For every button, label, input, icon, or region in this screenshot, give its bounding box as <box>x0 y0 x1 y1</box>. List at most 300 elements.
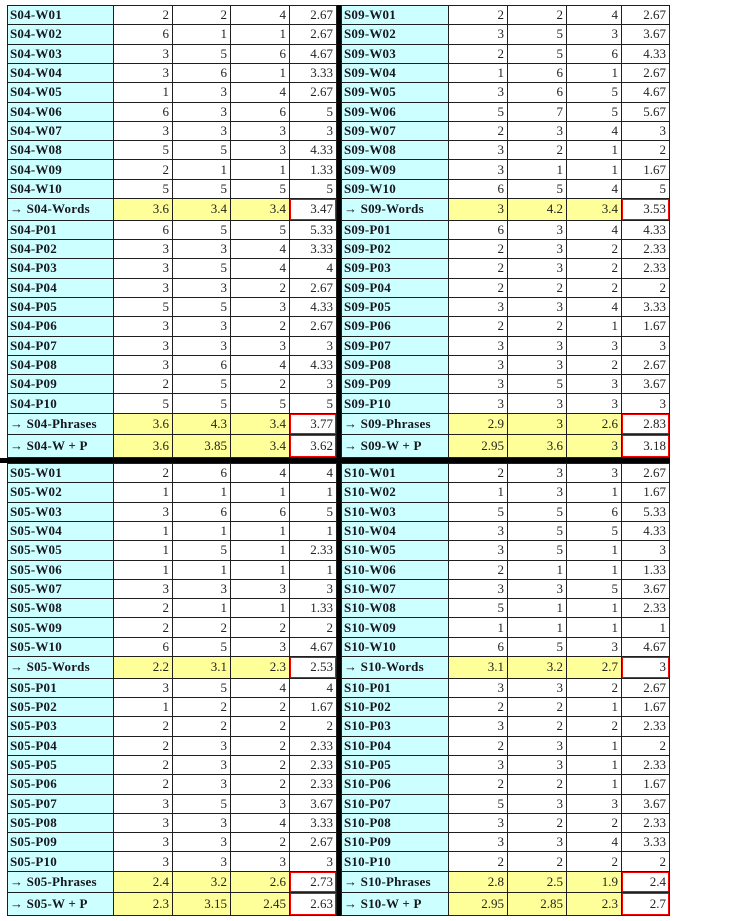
score-cell: 3 <box>114 852 173 871</box>
score-cell: 4 <box>231 464 290 483</box>
score-cell: 1 <box>508 599 567 618</box>
score-cell: 3 <box>114 317 173 336</box>
summary-row-label: → S09-W + P <box>342 435 449 457</box>
table-row <box>342 541 669 560</box>
row-label: S10-P06 <box>342 775 449 794</box>
score-cell: 2 <box>508 852 567 871</box>
row-label: S09-W05 <box>342 83 449 102</box>
score-cell: 4 <box>567 122 622 141</box>
row-label: S09-W10 <box>342 180 449 199</box>
score-cell: 1 <box>567 64 622 83</box>
row-label: S10-P10 <box>342 852 449 871</box>
score-cell: 1 <box>567 756 622 775</box>
summary-row-label: → S05-W + P <box>8 893 114 915</box>
score-cell: 1 <box>508 618 567 637</box>
score-cell: 2 <box>231 717 290 736</box>
row-label: S05-P03 <box>8 717 114 736</box>
score-cell: 1 <box>173 25 231 44</box>
score-cell: 1 <box>231 483 290 502</box>
table-row <box>8 464 336 483</box>
table-row <box>8 599 336 618</box>
highlighted-average-cell: 2.73 <box>290 872 336 894</box>
row-label: S04-W02 <box>8 25 114 44</box>
row-label: S09-P10 <box>342 394 449 413</box>
score-cell: 2 <box>567 279 622 298</box>
score-cell: 3 <box>449 25 508 44</box>
table-row <box>8 240 336 259</box>
average-cell: 2 <box>622 737 669 756</box>
score-cell: 1 <box>449 618 508 637</box>
table-row <box>8 679 336 698</box>
score-cell: 6 <box>449 221 508 240</box>
table-row <box>342 122 669 141</box>
score-cell: 5 <box>173 394 231 413</box>
score-cell: 3 <box>449 679 508 698</box>
score-cell: 5 <box>508 375 567 394</box>
row-label: S09-W03 <box>342 45 449 64</box>
score-cell: 3 <box>114 814 173 833</box>
row-label: S04-P05 <box>8 298 114 317</box>
score-cell: 3 <box>114 45 173 64</box>
score-cell: 2 <box>567 814 622 833</box>
highlighted-average-cell: 3.18 <box>622 435 669 457</box>
score-cell: 2 <box>449 317 508 336</box>
score-cell: 2 <box>114 464 173 483</box>
table-row <box>8 756 336 775</box>
score-cell: 4 <box>231 679 290 698</box>
row-label: S05-P09 <box>8 833 114 852</box>
average-cell: 4 <box>290 464 336 483</box>
row-label: S05-W03 <box>8 503 114 522</box>
average-cell: 1 <box>290 483 336 502</box>
score-cell: 2.3 <box>231 657 290 679</box>
table-row <box>8 6 336 25</box>
score-cell: 2 <box>508 279 567 298</box>
score-cell: 3 <box>449 141 508 160</box>
score-cell: 6 <box>508 83 567 102</box>
score-cell: 3 <box>449 814 508 833</box>
score-cell: 2.4 <box>114 872 173 894</box>
average-cell: 3 <box>290 337 336 356</box>
average-cell: 2.33 <box>622 240 669 259</box>
score-cell: 3 <box>508 394 567 413</box>
score-cell: 3 <box>173 122 231 141</box>
score-cell: 6 <box>231 503 290 522</box>
table-row <box>8 317 336 336</box>
summary-row-label: → S04-W + P <box>8 435 114 457</box>
score-cell: 5 <box>114 394 173 413</box>
scores-table <box>7 5 670 916</box>
score-cell: 2 <box>114 375 173 394</box>
score-cell: 6 <box>173 503 231 522</box>
score-cell: 3 <box>114 580 173 599</box>
row-label: S05-P01 <box>8 679 114 698</box>
row-label: S10-W07 <box>342 580 449 599</box>
score-cell: 3 <box>508 221 567 240</box>
table-row <box>342 464 669 483</box>
row-label: S09-P05 <box>342 298 449 317</box>
row-label: S05-P08 <box>8 814 114 833</box>
score-cell: 3 <box>567 25 622 44</box>
score-cell: 6 <box>567 503 622 522</box>
score-cell: 5 <box>173 180 231 199</box>
score-cell: 3.2 <box>173 872 231 894</box>
row-label: S09-W09 <box>342 160 449 179</box>
score-cell: 7 <box>508 103 567 122</box>
average-cell: 3.33 <box>290 814 336 833</box>
table-row <box>8 180 336 199</box>
score-cell: 1 <box>567 775 622 794</box>
score-cell: 5 <box>173 795 231 814</box>
horizontal-divider <box>7 458 670 463</box>
score-cell: 5 <box>173 221 231 240</box>
table-row <box>342 561 669 580</box>
score-cell: 2 <box>231 279 290 298</box>
score-cell: 3 <box>173 814 231 833</box>
score-cell: 3 <box>508 122 567 141</box>
average-cell: 2 <box>622 852 669 871</box>
row-label: S10-P02 <box>342 698 449 717</box>
score-cell: 2 <box>231 775 290 794</box>
score-cell: 4 <box>567 6 622 25</box>
score-cell: 3 <box>449 580 508 599</box>
average-cell: 5 <box>290 394 336 413</box>
average-cell: 4.33 <box>622 221 669 240</box>
score-cell: 2 <box>567 240 622 259</box>
score-cell: 1 <box>114 83 173 102</box>
score-cell: 2 <box>114 6 173 25</box>
row-label: S09-P04 <box>342 279 449 298</box>
average-cell: 2.33 <box>290 775 336 794</box>
score-cell: 2 <box>508 6 567 25</box>
score-cell: 2 <box>231 375 290 394</box>
score-cell: 5 <box>173 375 231 394</box>
average-cell: 1.67 <box>622 775 669 794</box>
score-cell: 1 <box>508 160 567 179</box>
average-cell: 1.67 <box>622 698 669 717</box>
score-cell: 3 <box>567 394 622 413</box>
score-cell: 3 <box>567 638 622 657</box>
table-row <box>8 698 336 717</box>
score-cell: 1 <box>567 317 622 336</box>
table-row <box>8 737 336 756</box>
table-row <box>342 814 669 833</box>
highlighted-average-cell: 2.63 <box>290 893 336 915</box>
score-cell: 2 <box>173 698 231 717</box>
score-cell: 2.85 <box>508 893 567 915</box>
score-cell: 3 <box>114 795 173 814</box>
average-cell: 5 <box>290 180 336 199</box>
score-cell: 2.95 <box>449 893 508 915</box>
score-cell: 2.6 <box>567 414 622 436</box>
score-cell: 3 <box>449 756 508 775</box>
score-cell: 4 <box>231 240 290 259</box>
average-cell: 2.33 <box>622 814 669 833</box>
score-cell: 3 <box>231 141 290 160</box>
score-cell: 3.4 <box>231 414 290 436</box>
score-cell: 2 <box>173 717 231 736</box>
score-cell: 2.3 <box>114 893 173 915</box>
score-cell: 2 <box>567 259 622 278</box>
table-row <box>342 775 669 794</box>
average-cell: 2.33 <box>622 599 669 618</box>
highlighted-average-cell: 3.53 <box>622 199 669 221</box>
score-cell: 2 <box>567 356 622 375</box>
average-cell: 3 <box>290 375 336 394</box>
score-cell: 3.4 <box>231 435 290 457</box>
row-label: S05-P02 <box>8 698 114 717</box>
table-row <box>342 103 669 122</box>
row-label: S10-P03 <box>342 717 449 736</box>
score-cell: 3 <box>567 464 622 483</box>
score-cell: 3 <box>173 83 231 102</box>
highlighted-average-cell: 2.53 <box>290 657 336 679</box>
row-label: S09-P06 <box>342 317 449 336</box>
summary-row <box>8 872 336 894</box>
row-label: S04-W01 <box>8 6 114 25</box>
score-cell: 1 <box>508 561 567 580</box>
average-cell: 3 <box>290 122 336 141</box>
average-cell: 2.67 <box>290 833 336 852</box>
row-label: S04-P10 <box>8 394 114 413</box>
summary-row <box>8 199 336 221</box>
table-row <box>342 852 669 871</box>
row-label: S05-W05 <box>8 541 114 560</box>
score-cell: 2 <box>567 679 622 698</box>
table-row <box>8 337 336 356</box>
row-label: S04-W10 <box>8 180 114 199</box>
score-cell: 3 <box>114 64 173 83</box>
score-cell: 3 <box>567 795 622 814</box>
average-cell: 4.67 <box>290 45 336 64</box>
score-cell: 6 <box>114 638 173 657</box>
score-cell: 3 <box>508 483 567 502</box>
summary-row <box>342 893 669 915</box>
row-label: S04-P06 <box>8 317 114 336</box>
summary-row <box>342 435 669 457</box>
average-cell: 2.67 <box>622 679 669 698</box>
score-cell: 2 <box>449 6 508 25</box>
score-cell: 2 <box>449 561 508 580</box>
average-cell: 2.67 <box>290 6 336 25</box>
average-cell: 5.67 <box>622 103 669 122</box>
average-cell: 4 <box>290 679 336 698</box>
score-cell: 3 <box>231 122 290 141</box>
table-row <box>342 698 669 717</box>
row-label: S04-W07 <box>8 122 114 141</box>
table-row <box>8 717 336 736</box>
row-label: S10-W01 <box>342 464 449 483</box>
table-row <box>8 141 336 160</box>
score-cell: 5 <box>508 25 567 44</box>
row-label: S04-P02 <box>8 240 114 259</box>
score-cell: 3 <box>508 795 567 814</box>
score-cell: 2 <box>449 852 508 871</box>
row-label: S10-P05 <box>342 756 449 775</box>
average-cell: 2.67 <box>290 317 336 336</box>
summary-row <box>8 657 336 679</box>
table-row <box>8 64 336 83</box>
row-label: S05-P10 <box>8 852 114 871</box>
row-label: S09-P07 <box>342 337 449 356</box>
score-cell: 5 <box>231 221 290 240</box>
table-row <box>342 618 669 637</box>
table-row <box>342 356 669 375</box>
score-cell: 5 <box>114 141 173 160</box>
average-cell: 2.67 <box>290 83 336 102</box>
row-label: S04-P07 <box>8 337 114 356</box>
score-cell: 3 <box>508 337 567 356</box>
table-row <box>8 356 336 375</box>
score-cell: 2 <box>449 279 508 298</box>
row-label: S09-P03 <box>342 259 449 278</box>
score-cell: 2.2 <box>114 657 173 679</box>
score-cell: 3 <box>114 240 173 259</box>
score-cell: 1 <box>231 25 290 44</box>
row-label: S10-P09 <box>342 833 449 852</box>
average-cell: 5.33 <box>290 221 336 240</box>
score-cell: 4 <box>567 833 622 852</box>
score-cell: 2 <box>508 814 567 833</box>
average-cell: 3 <box>290 580 336 599</box>
score-cell: 1 <box>567 561 622 580</box>
score-cell: 2 <box>173 6 231 25</box>
table-row <box>342 580 669 599</box>
summary-row-label: → S10-Phrases <box>342 872 449 894</box>
score-cell: 3.6 <box>114 414 173 436</box>
table-row <box>8 160 336 179</box>
score-cell: 3 <box>114 279 173 298</box>
score-cell: 5 <box>508 45 567 64</box>
score-cell: 1.9 <box>567 872 622 894</box>
average-cell: 3 <box>622 122 669 141</box>
score-cell: 1 <box>114 541 173 560</box>
table-row <box>8 298 336 317</box>
table-row <box>8 833 336 852</box>
score-cell: 3 <box>231 580 290 599</box>
score-cell: 3 <box>173 317 231 336</box>
score-cell: 2 <box>508 717 567 736</box>
score-cell: 2.8 <box>449 872 508 894</box>
table-row <box>8 375 336 394</box>
score-cell: 3.4 <box>173 199 231 221</box>
summary-row-label: → S04-Words <box>8 199 114 221</box>
average-cell: 2.67 <box>622 356 669 375</box>
score-cell: 4 <box>231 6 290 25</box>
average-cell: 3.67 <box>622 25 669 44</box>
score-cell: 3 <box>508 356 567 375</box>
row-label: S04-W06 <box>8 103 114 122</box>
average-cell: 1.33 <box>290 160 336 179</box>
score-cell: 5 <box>173 141 231 160</box>
highlighted-average-cell: 2.7 <box>622 893 669 915</box>
average-cell: 5 <box>622 180 669 199</box>
score-cell: 2 <box>114 756 173 775</box>
table-row <box>342 64 669 83</box>
score-cell: 3.6 <box>114 199 173 221</box>
highlighted-average-cell: 3.77 <box>290 414 336 436</box>
score-cell: 2 <box>231 756 290 775</box>
score-cell: 1 <box>173 160 231 179</box>
score-cell: 5 <box>567 522 622 541</box>
score-cell: 3.6 <box>508 435 567 457</box>
row-label: S10-P07 <box>342 795 449 814</box>
row-label: S09-P02 <box>342 240 449 259</box>
score-cell: 3 <box>231 298 290 317</box>
table-section-s09 <box>341 5 670 458</box>
score-cell: 1 <box>231 64 290 83</box>
score-cell: 2 <box>508 698 567 717</box>
score-cell: 3 <box>173 737 231 756</box>
score-cell: 5 <box>567 580 622 599</box>
score-cell: 3 <box>567 375 622 394</box>
score-cell: 1 <box>173 561 231 580</box>
score-cell: 2 <box>173 618 231 637</box>
score-cell: 3 <box>173 240 231 259</box>
table-row <box>342 394 669 413</box>
table-section-s10 <box>341 463 670 916</box>
row-label: S05-P07 <box>8 795 114 814</box>
score-cell: 2 <box>508 775 567 794</box>
table-row <box>342 795 669 814</box>
row-label: S09-P08 <box>342 356 449 375</box>
score-cell: 5 <box>449 795 508 814</box>
table-row <box>8 522 336 541</box>
table-row <box>342 679 669 698</box>
average-cell: 3.67 <box>622 795 669 814</box>
score-cell: 3 <box>114 356 173 375</box>
score-cell: 4 <box>231 814 290 833</box>
score-cell: 5 <box>449 103 508 122</box>
score-cell: 5 <box>114 180 173 199</box>
score-cell: 1 <box>114 522 173 541</box>
highlighted-average-cell: 3 <box>622 657 669 679</box>
table-row <box>8 259 336 278</box>
table-row <box>342 503 669 522</box>
average-cell: 4.67 <box>622 83 669 102</box>
average-cell: 2 <box>290 618 336 637</box>
row-label: S10-W09 <box>342 618 449 637</box>
score-cell: 3 <box>114 122 173 141</box>
score-cell: 6 <box>567 45 622 64</box>
score-cell: 1 <box>173 522 231 541</box>
average-cell: 5 <box>290 103 336 122</box>
row-label: S10-W10 <box>342 638 449 657</box>
score-cell: 2 <box>114 717 173 736</box>
average-cell: 2.67 <box>622 6 669 25</box>
table-row <box>342 141 669 160</box>
score-cell: 3 <box>449 356 508 375</box>
average-cell: 3.67 <box>290 795 336 814</box>
summary-row-label: → S10-W + P <box>342 893 449 915</box>
average-cell: 2.33 <box>290 541 336 560</box>
score-cell: 3.1 <box>173 657 231 679</box>
table-row <box>8 775 336 794</box>
average-cell: 4.33 <box>290 298 336 317</box>
score-cell: 5 <box>449 503 508 522</box>
score-cell: 3 <box>508 414 567 436</box>
row-label: S04-P01 <box>8 221 114 240</box>
score-cell: 3 <box>508 298 567 317</box>
score-cell: 5 <box>231 394 290 413</box>
score-cell: 2 <box>231 737 290 756</box>
row-label: S09-W01 <box>342 6 449 25</box>
average-cell: 1.67 <box>290 698 336 717</box>
average-cell: 5 <box>290 503 336 522</box>
score-cell: 2.7 <box>567 657 622 679</box>
score-cell: 6 <box>114 221 173 240</box>
score-cell: 3 <box>449 541 508 560</box>
